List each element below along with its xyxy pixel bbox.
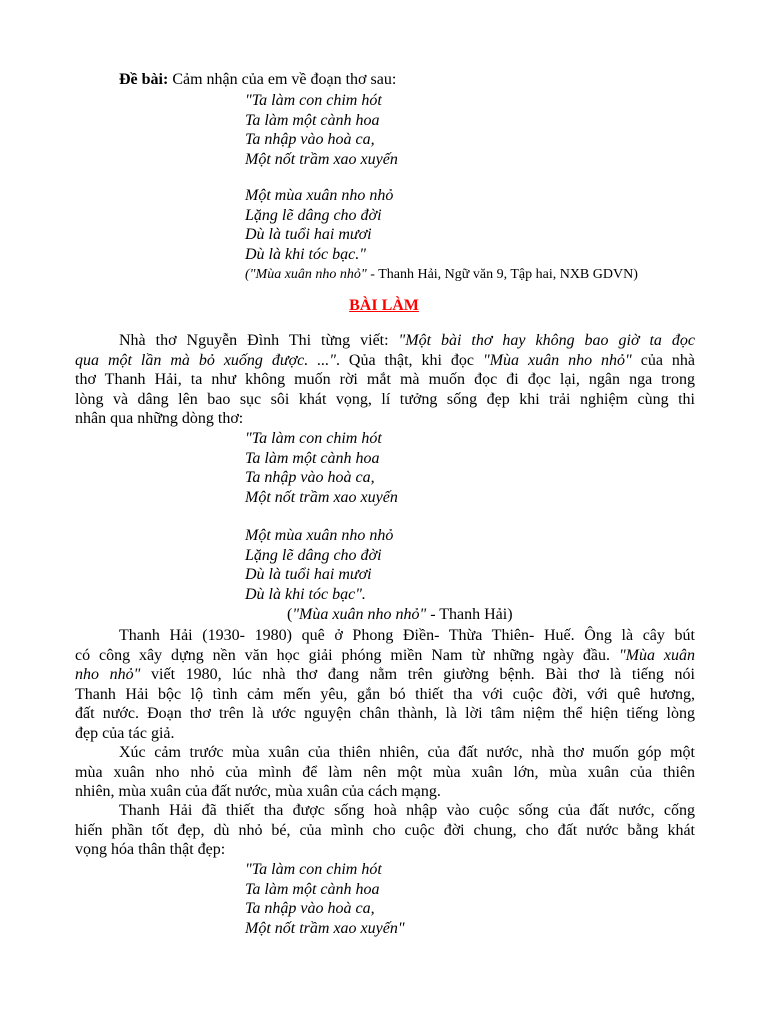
poem-line: Ta làm một cành hoa <box>245 449 380 467</box>
paragraph-3 <box>75 743 695 802</box>
source-title: ("Mùa xuân nho nhỏ" <box>245 267 367 282</box>
source-title: "Mùa xuân nho nhỏ" <box>292 606 427 623</box>
title-run: nho nhỏ" <box>75 666 141 684</box>
text-run: . Qủa thật, khi đọc <box>335 351 483 369</box>
section-heading: BÀI LÀM <box>349 297 419 314</box>
poem-1-source <box>245 265 638 285</box>
source-detail: - Thanh Hải) <box>426 606 513 623</box>
title-run: "Mùa xuân nho nhỏ" <box>482 351 632 369</box>
quote-run: "Một bài thơ hay không bao giờ ta đọc <box>398 332 696 349</box>
paragraph-line: đẹp của tác giả. <box>75 724 175 742</box>
paragraph-line: vọng hóa thân thật đẹp: <box>75 841 226 859</box>
poem-line: Ta làm một cành hoa <box>245 111 380 129</box>
poem-line: Một nốt trầm xao xuyến" <box>245 919 405 937</box>
poem-2-stanza-1 <box>245 429 398 507</box>
paragraph-line <box>75 331 695 351</box>
poem-1-stanza-1 <box>245 91 398 169</box>
text-run: viết 1980, lúc nhà thơ đang nằm trên giường bệnh. Bài thơ là tiếng nói <box>140 666 696 684</box>
paragraph-1 <box>75 331 695 429</box>
source-open: ( <box>287 606 293 623</box>
poem-line: Lặng lẽ dâng cho đời <box>245 206 382 224</box>
poem-line: Ta nhập vào hoà ca, <box>245 131 375 149</box>
poem-2-source <box>287 605 513 625</box>
paragraph-line <box>75 646 695 666</box>
prompt-label: Đề bài: <box>119 71 169 88</box>
quote-run: qua một lần mà bỏ xuống được. ..." <box>75 351 336 369</box>
paragraph-line: Thanh Hải (1930- 1980) quê ở Phong Điền- Thừa Thiên- Huế. Ông là cây bút <box>119 627 695 644</box>
poem-line: Lặng lẽ dâng cho đời <box>245 546 382 564</box>
poem-1-stanza-2 <box>245 186 393 264</box>
poem-line: Dù là khi tóc bạc." <box>245 245 366 263</box>
paragraph-line: nhân qua những dòng thơ: <box>75 410 244 428</box>
paragraph-line: đất nước. Đoạn thơ trên là ước nguyện chân thành, là lời tâm niệm thể hiện tiếng lòng <box>75 705 695 723</box>
paragraph-line <box>75 351 695 371</box>
poem-line: Một mùa xuân nho nhỏ <box>245 187 394 204</box>
title-run: "Mùa xuân <box>618 646 696 664</box>
text-run: của nhà <box>631 351 695 369</box>
poem-line: Một nốt trầm xao xuyến <box>245 488 398 506</box>
poem-line: Ta nhập vào hoà ca, <box>245 900 375 918</box>
poem-2-stanza-2 <box>245 526 393 604</box>
poem-line: Ta nhập vào hoà ca, <box>245 469 375 487</box>
poem-line: "Ta làm con chim hót <box>245 430 382 447</box>
paragraph-2 <box>75 626 695 744</box>
poem-line: Ta làm một cành hoa <box>245 880 380 898</box>
paragraph-line: nhiên, mùa xuân của đất nước, mùa xuân của cách mạng. <box>75 783 441 801</box>
paragraph-line: lòng và dâng lên bao sục sôi khát vọng, lí tưởng sống đẹp khi trải nghiệm cùng thi <box>75 390 695 408</box>
poem-line: Dù là tuổi hai mươi <box>245 566 372 584</box>
paragraph-line: hiến phần tốt đẹp, dù nhỏ bé, của mình cho cuộc đời chung, cho đất nước bằng khát <box>75 821 695 839</box>
poem-line: Dù là tuổi hai mươi <box>245 226 372 244</box>
paragraph-line: Thanh Hải bộc lộ tình cảm mến yêu, gắn bó thiết tha với cuộc đời, với quê hương, <box>75 685 695 703</box>
paragraph-line <box>75 665 695 685</box>
paragraph-line: mùa xuân nho nhỏ của mình để làm nên một mùa xuân lớn, mùa xuân của thiên <box>75 763 695 781</box>
poem-line: Một mùa xuân nho nhỏ <box>245 527 394 544</box>
paragraph-4 <box>75 801 695 860</box>
poem-line: "Ta làm con chim hót <box>245 92 382 109</box>
prompt-line <box>119 70 396 90</box>
text-run: có công xây dựng nền văn học giải phóng miền Nam từ những ngày đầu. <box>75 646 619 664</box>
text-run: Nhà thơ Nguyễn Đình Thi từng viết: <box>119 332 399 349</box>
paragraph-line: Xúc cảm trước mùa xuân của thiên nhiên, của đất nước, nhà thơ muốn góp một <box>119 744 695 761</box>
poem-line: Dù là khi tóc bạc". <box>245 585 366 603</box>
poem-3-stanza-1 <box>245 860 405 938</box>
poem-line: "Ta làm con chim hót <box>245 861 382 878</box>
source-detail: - Thanh Hải, Ngữ văn 9, Tập hai, NXB GDVN) <box>366 267 638 282</box>
paragraph-line: thơ Thanh Hải, ta như không muốn rời mắt mà muốn đọc đi đọc lại, ngân nga trong <box>75 371 695 389</box>
paragraph-line: Thanh Hải đã thiết tha được sống hoà nhập vào cuộc sống của đất nước, cống <box>119 802 695 819</box>
poem-line: Một nốt trầm xao xuyến <box>245 150 398 168</box>
prompt-text: Cảm nhận của em về đoạn thơ sau: <box>168 71 397 88</box>
